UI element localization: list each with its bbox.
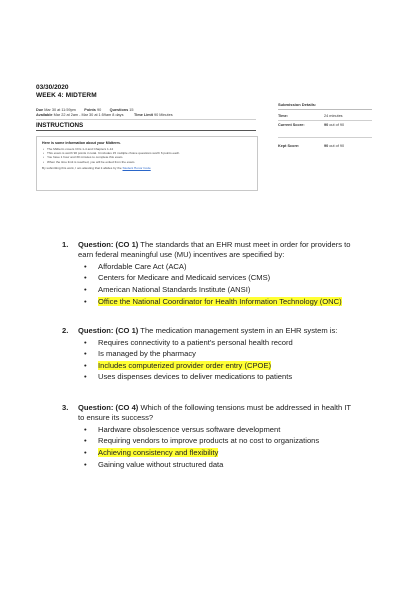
instructions-item: • When the time limit is reached, you will be exited from the exam. — [42, 160, 252, 164]
option-text: Requiring vendors to improve products at no cost to organizations — [98, 436, 320, 446]
option-list — [78, 424, 380, 470]
points-value: 90 — [96, 108, 102, 112]
option-item — [78, 261, 380, 273]
question-number: 3. — [62, 402, 69, 412]
submission-rule — [278, 109, 372, 110]
due-value: Mar 30 at 11:59pm — [44, 108, 76, 112]
instructions-item: • You have 1 hour and 30 minutes to complete this exam. — [42, 155, 252, 159]
current-score-label: Current Score: — [278, 123, 305, 127]
exam-meta-line-1 — [36, 108, 134, 112]
submission-title: Submission Details: — [278, 102, 317, 107]
highlighted-answer: Includes computerized provider order entry (CPOE) — [98, 360, 272, 370]
kept-score-number: 90 — [324, 144, 329, 148]
question-list — [58, 240, 380, 470]
instructions-rule — [36, 130, 256, 131]
honor-statement — [42, 166, 252, 170]
option-text: Uses dispenses devices to deliver medications to patients — [98, 372, 293, 382]
available-value: Mar 22 at 2am - Mar 30 at 1:59am 8 days — [53, 113, 124, 117]
highlighted-answer: Achieving consistency and flexibility — [98, 447, 219, 457]
exam-meta-line-2 — [36, 113, 173, 117]
question-stem-cont: to ensure its success? — [78, 413, 154, 423]
option-list — [78, 337, 380, 383]
question-stem: The medication management system in an EHR system is: — [138, 326, 338, 336]
submission-details — [278, 102, 372, 151]
due-label: Due — [36, 108, 44, 112]
question-2 — [58, 326, 380, 383]
option-text: Gaining value without structured data — [98, 459, 224, 469]
question-label: Question: (CO 1) — [78, 240, 139, 249]
question-stem-cont: earn federal meaningful use (MU) incentives are specified by: — [78, 250, 285, 260]
kept-score-row — [278, 142, 372, 151]
time-limit-label: Time Limit — [134, 113, 153, 117]
question-3 — [58, 403, 380, 470]
option-text: Affordable Care Act (ACA) — [98, 261, 187, 271]
option-item-answer — [78, 296, 380, 308]
question-label: Question: (CO 1) — [78, 326, 139, 336]
meta-divider — [36, 119, 256, 120]
option-item — [78, 348, 380, 360]
exam-date: 03/30/2020 — [36, 84, 69, 91]
submission-time-value: 24 minutes — [324, 114, 343, 118]
question-label: Question: (CO 4) — [78, 402, 139, 412]
current-score-suffix: out of 90 — [329, 123, 345, 127]
honor-statement-text: By submitting this work, I am attesting that it abides by the — [42, 165, 122, 170]
questions-label: Questions — [109, 108, 129, 112]
question-stem: Which of the following tensions must be addressed in health IT — [138, 402, 352, 412]
question-stem: The standards that an EHR must meet in order for providers to — [138, 240, 351, 249]
available-label: Available — [36, 113, 53, 117]
points-label: Points — [84, 108, 96, 112]
submission-time-label: Time: — [278, 114, 289, 118]
instructions-item: • The Midterm covers COs 1-4 and Chapters 1-12 — [42, 147, 252, 151]
option-item — [78, 337, 380, 349]
question-text — [78, 240, 380, 261]
kept-score-label: Kept Score: — [278, 144, 300, 148]
instructions-title: INSTRUCTIONS — [36, 122, 84, 129]
exam-title: WEEK 4: MIDTERM — [36, 92, 97, 99]
option-item — [78, 435, 380, 447]
option-item-answer — [78, 447, 380, 459]
question-number: 1. — [62, 240, 69, 249]
current-score-row — [278, 121, 372, 138]
question-number: 2. — [62, 326, 69, 336]
question-1 — [58, 240, 380, 307]
option-text: Requires connectivity to a patient's personal health record — [98, 337, 293, 347]
instructions-heading: Here is some information about your Midterm. — [42, 141, 121, 145]
instructions-item: • This exam is worth 90 points in total. It includes 15 multiple choice questions worth 6 points each. — [42, 151, 252, 155]
honor-code-link[interactable]: Student Honor Code — [122, 165, 151, 170]
option-item — [78, 284, 380, 296]
highlighted-answer: Office the National Coordinator for Health Information Technology (ONC) — [98, 296, 342, 306]
kept-score-value — [324, 144, 344, 148]
instructions-box — [36, 136, 258, 191]
option-item — [78, 272, 380, 284]
option-text: Is managed by the pharmacy — [98, 349, 196, 359]
option-item — [78, 459, 380, 471]
option-list — [78, 261, 380, 307]
question-text — [78, 326, 380, 336]
time-limit-value: 90 Minutes — [154, 113, 173, 117]
kept-score-suffix: out of 90 — [329, 144, 345, 148]
question-text — [78, 403, 380, 424]
submission-time-row — [278, 112, 372, 121]
option-text: Centers for Medicare and Medicaid services (CMS) — [98, 273, 271, 283]
instructions-list — [42, 147, 252, 164]
current-score-number: 90 — [324, 123, 329, 127]
current-score-value — [324, 123, 344, 127]
option-text: American National Standards Institute (ANSI) — [98, 285, 251, 294]
option-item-answer — [78, 360, 380, 372]
option-text: Hardware obsolescence versus software development — [98, 424, 281, 434]
questions-value: 15 — [129, 108, 134, 112]
exam-screenshot — [36, 84, 372, 204]
option-item — [78, 424, 380, 436]
option-item — [78, 371, 380, 383]
